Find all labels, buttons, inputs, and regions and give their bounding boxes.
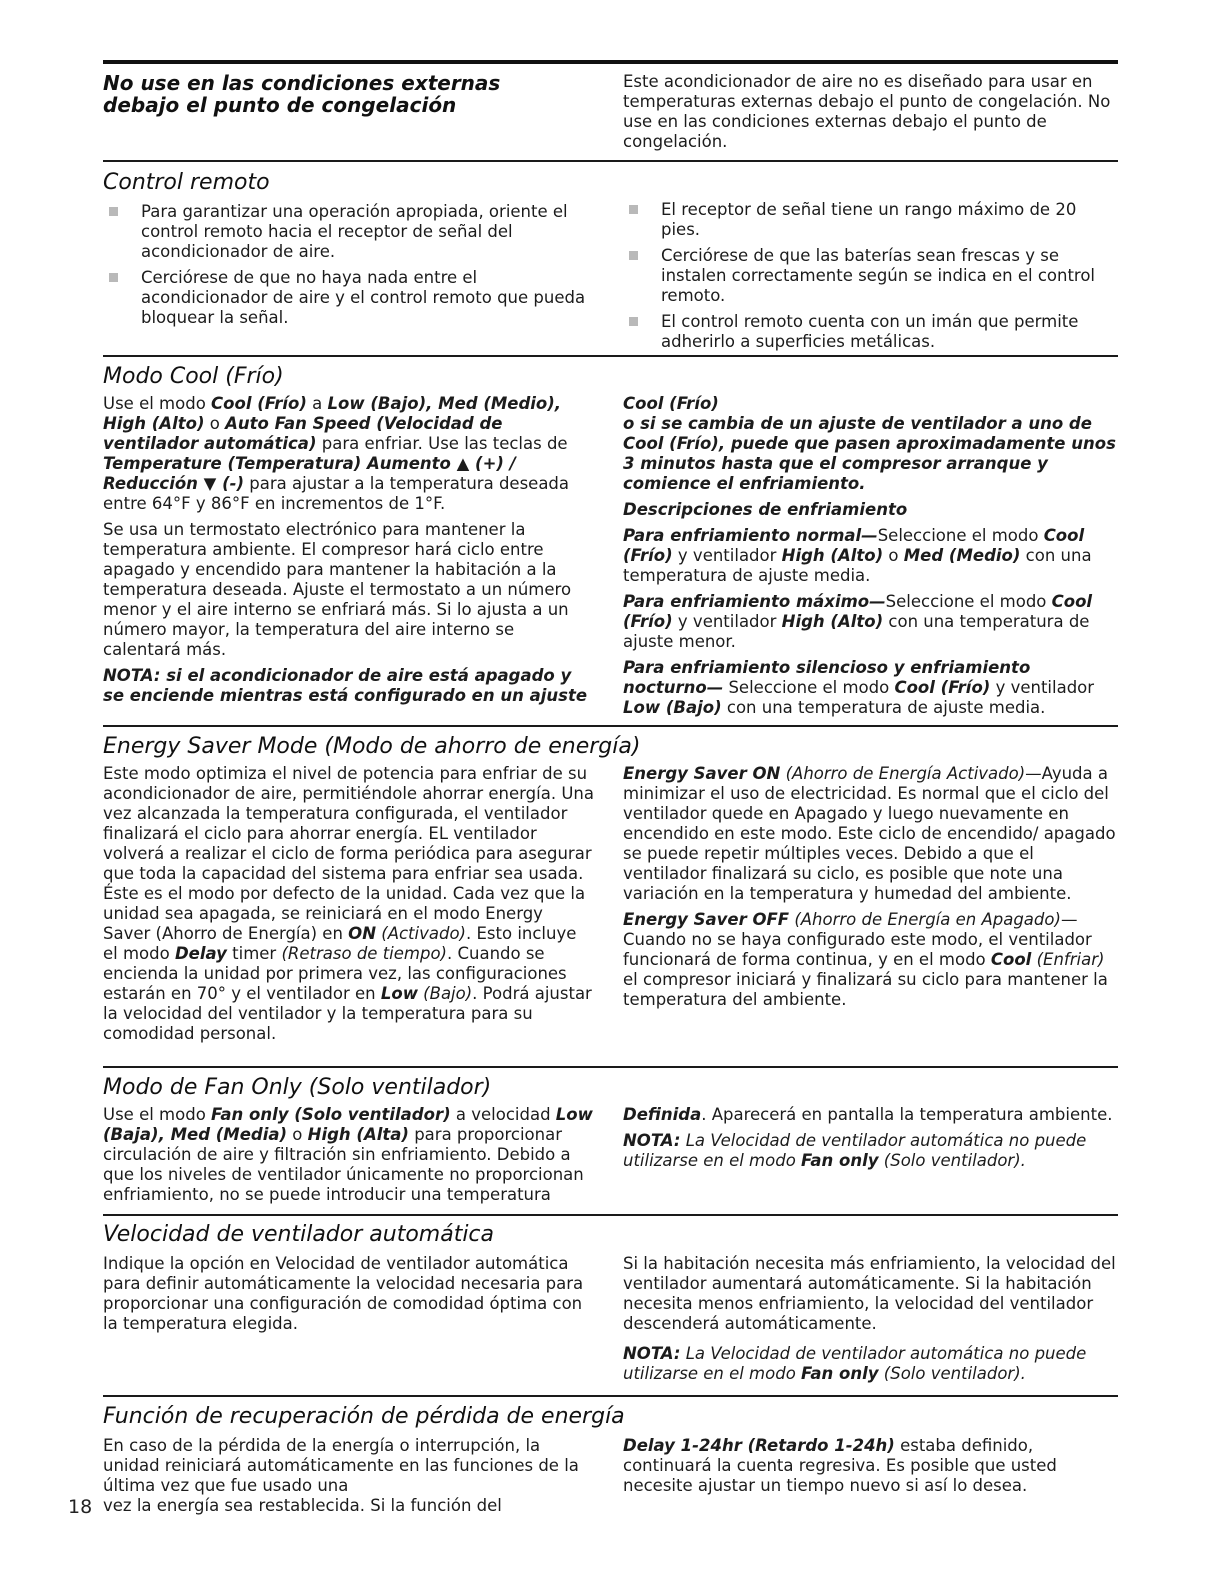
freezing-title: No use en las condiciones externas debajo el punto de congelación — [103, 71, 501, 117]
bullet-text: El control remoto cuenta con un imán que permite adherirlo a superficies metálicas. — [661, 312, 1079, 351]
power-paragraph: En caso de la pérdida de la energía o interrupción, la unidad reiniciará automáticamente en las funciones de la última vez que fue usado una — [103, 1436, 579, 1495]
energy-off: Energy Saver OFF (Ahorro de Energía en Apagado)— Cuando no se haya configurado este modo, el ventilador funcionará de forma continua, y en el modo Cool (Enfriar) el compresor iniciará y finalizará su ciclo para mantener la temperatura del ambiente. — [623, 910, 1108, 1009]
energy-left — [103, 734, 641, 1050]
bullet-text: Cerciórese de que las baterías sean frescas y se instalen correctamente según se indica en el control remoto. — [661, 246, 1096, 305]
normal-cooling: Para enfriamiento normal—Seleccione el modo Cool (Frío) y ventilador High (Alto) o Med (Medio) con una temperatura de ajuste media. — [623, 526, 1092, 585]
rule-freezing — [103, 160, 1118, 162]
power-delay: Delay 1-24hr (Retardo 1-24h) estaba definido, continuará la cuenta regresiva. Es posible que usted necesite ajustar un tiempo nuevo si así lo desea. — [623, 1436, 1057, 1495]
energy-title: Energy Saver Mode (Modo de ahorro de energía) — [103, 734, 641, 759]
auto-note: NOTA: La Velocidad de ventilador automática no puede utilizarse en el modo Fan only (Solo ventilador). — [623, 1344, 1087, 1383]
quiet-cooling: Para enfriamiento silencioso y enfriamiento nocturno— Seleccione el modo Cool (Frío) y ventilador Low (Bajo) con una temperatura de ajuste media. — [623, 658, 1095, 717]
section-remote — [103, 170, 1118, 351]
power-right — [623, 1436, 1118, 1502]
list-item — [103, 268, 595, 328]
rule-auto — [103, 1395, 1118, 1397]
cool-note-cont: Cool (Frío) o si se cambia de un ajuste de ventilador a uno de Cool (Frío), puede que pasen aproximadamente unos 3 minutos hasta que el compresor arranque y comience el enfriamiento. — [623, 394, 1116, 493]
fan-right — [623, 1105, 1118, 1177]
cool-note: NOTA: si el acondicionador de aire está apagado y se enciende mientras está configurado en un ajuste — [103, 666, 588, 705]
cooling-descriptions-heading: Descripciones de enfriamiento — [623, 500, 908, 519]
fan-left — [103, 1075, 595, 1211]
power-paragraph-cont: vez la energía sea restablecida. Si la función del — [103, 1496, 502, 1515]
cool-paragraph-2: Se usa un termostato electrónico para mantener la temperatura ambiente. El compresor hará ciclo entre apagado y encendido para mantener la habitación a la temperatura deseada. Ajuste el termostato a un número menor y el aire interno se enfriará más. Si lo ajusta a un número mayor, la temperatura del aire interno se calentará más. — [103, 520, 572, 659]
cool-left — [103, 364, 595, 712]
rule-energy — [103, 1066, 1118, 1068]
freezing-right — [623, 72, 1118, 158]
bullet-icon — [109, 207, 118, 216]
energy-paragraph: Este modo optimiza el nivel de potencia para enfriar de su acondicionador de aire, permitiéndole ahorrar energía. Una vez alcanzada la temperatura configurada, el ventilador finalizará el ciclo para ahorrar energía. EL ventilador volverá a realizar el ciclo de forma periódica para asegurar que toda la capacidad del sistema para enfriar sea usada. Éste es el modo por defecto de la unidad. Cada vez que la unidad sea apagada, se reiniciará en el modo Energy Saver (Ahorro de Energía) en ON (Activado). Esto incluye el modo Delay timer (Retraso de tiempo). Cuando se encienda la unidad por primera vez, las configuraciones estarán en 70° y el ventilador en Low (Bajo). Podrá ajustar la velocidad del ventilador y la temperatura para su comodidad personal. — [103, 764, 594, 1043]
list-item — [103, 202, 595, 262]
max-cooling: Para enfriamiento máximo—Seleccione el modo Cool (Frío) y ventilador High (Alto) con una temperatura de ajuste menor. — [623, 592, 1093, 651]
rule-cool — [103, 725, 1118, 727]
bullet-icon — [109, 273, 118, 282]
energy-right — [623, 764, 1118, 1016]
bullet-text: El receptor de señal tiene un rango máximo de 20 pies. — [661, 200, 1077, 239]
auto-left — [103, 1222, 595, 1340]
bullet-icon — [629, 317, 638, 326]
section-freezing — [103, 72, 1118, 157]
auto-right — [623, 1254, 1118, 1390]
list-item — [623, 246, 1118, 306]
fan-note: NOTA: La Velocidad de ventilador automática no puede utilizarse en el modo Fan only (Solo ventilador). — [623, 1131, 1087, 1170]
section-cool — [103, 364, 1118, 719]
auto-title: Velocidad de ventilador automática — [103, 1222, 495, 1247]
power-left — [103, 1404, 625, 1516]
remote-right-list — [623, 200, 1118, 352]
power-title: Función de recuperación de pérdida de energía — [103, 1404, 625, 1429]
fan-defined: Definida. Aparecerá en pantalla la temperatura ambiente. — [623, 1105, 1113, 1124]
page-number: 18 — [68, 1496, 93, 1518]
freezing-left — [103, 72, 595, 116]
auto-right-paragraph: Si la habitación necesita más enfriamiento, la velocidad del ventilador aumentará automáticamente. Si la habitación necesita menos enfriamiento, la velocidad del ventilador descenderá automáticamente. — [623, 1254, 1116, 1333]
cool-title: Modo Cool (Frío) — [103, 364, 284, 389]
energy-on: Energy Saver ON (Ahorro de Energía Activado)—Ayuda a minimizar el uso de electricidad. Es normal que el ciclo del ventilador quede en Apagado y luego nuevamente en encendido en este modo. Este ciclo de encendido/ apagado se puede repetir múltiples veces. Debido a que el ventilador finalizará su ciclo, es posible que note una variación en la temperatura y humedad del ambiente. — [623, 764, 1116, 903]
remote-title: Control remoto — [103, 170, 270, 195]
list-item — [623, 200, 1118, 240]
auto-paragraph: Indique la opción en Velocidad de ventilador automática para definir automáticamente la velocidad necesaria para proporcionar una configuración de comodidad óptima con la temperatura elegida. — [103, 1254, 584, 1333]
cool-right — [623, 394, 1118, 724]
fan-paragraph: Use el modo Fan only (Solo ventilador) a velocidad Low (Baja), Med (Media) o High (Alta) para proporcionar circulación de aire y filtración sin enfriamiento. Debido a que los niveles de ventilador únicamente no proporcionan enfriamiento, no se puede introducir una temperatura — [103, 1105, 593, 1204]
remote-left — [103, 170, 595, 334]
rule-remote — [103, 355, 1118, 357]
cool-paragraph-1: Use el modo Cool (Frío) a Low (Bajo), Med (Medio), High (Alto) o Auto Fan Speed (Velocidad de ventilador automática) para enfriar. Use las teclas de Temperature (Temperatura) Aumento ▲ (+) / Reducción ▼ (-) para ajustar a la temperatura deseada entre 64°F y 86°F en incrementos de 1°F. — [103, 394, 570, 513]
section-power — [103, 1404, 1118, 1519]
remote-left-list — [103, 202, 595, 328]
top-rule — [103, 60, 1118, 64]
fan-title: Modo de Fan Only (Solo ventilador) — [103, 1075, 492, 1100]
list-item — [623, 312, 1118, 352]
bullet-text: Cerciórese de que no haya nada entre el acondicionador de aire y el control remoto que pueda bloquear la señal. — [141, 268, 586, 327]
section-fan — [103, 1075, 1118, 1210]
bullet-text: Para garantizar una operación apropiada, oriente el control remoto hacia el receptor de señal del acondicionador de aire. — [141, 202, 568, 261]
freezing-text: Este acondicionador de aire no es diseñado para usar en temperaturas externas debajo el punto de congelación. No use en las condiciones externas debajo el punto de congelación. — [623, 72, 1111, 151]
bullet-icon — [629, 205, 638, 214]
section-auto-fan — [103, 1222, 1118, 1387]
remote-right — [623, 200, 1118, 358]
bullet-icon — [629, 251, 638, 260]
section-energy — [103, 734, 1118, 1059]
rule-fan — [103, 1214, 1118, 1216]
